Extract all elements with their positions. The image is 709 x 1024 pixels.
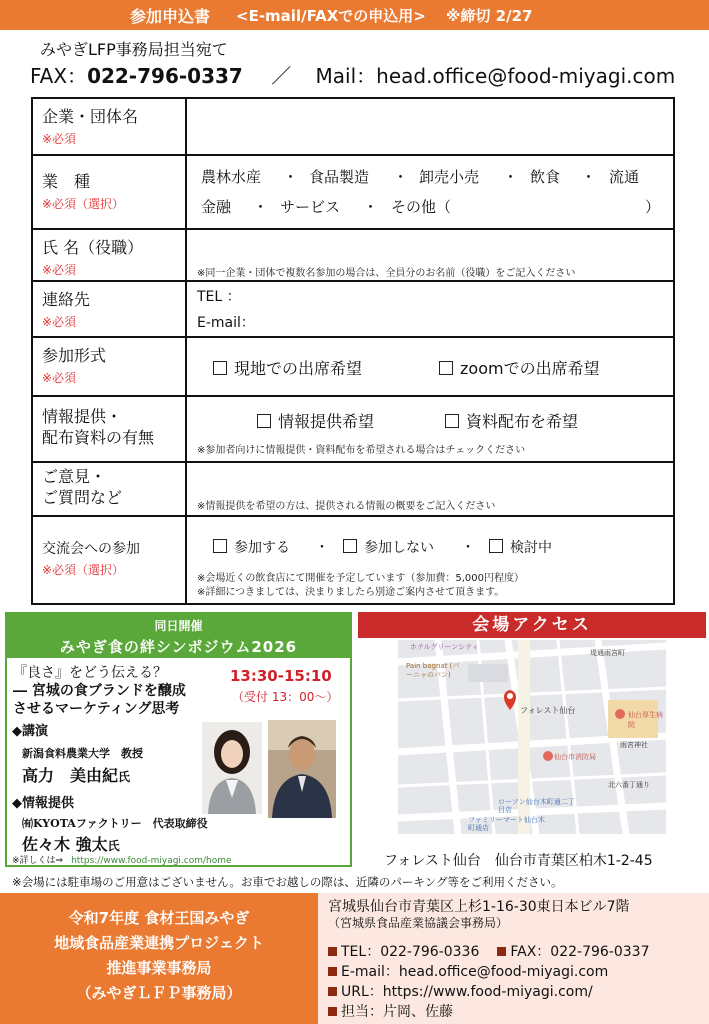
label-cell-info (32, 396, 186, 462)
venue-map[interactable] (398, 640, 666, 834)
org-line-4: （みやぎＬＦＰ事務局） (76, 984, 242, 1002)
checkbox[interactable] (257, 414, 271, 428)
industry-required: ※必須（選択） (42, 197, 125, 211)
access-header: 会場アクセス (358, 612, 706, 638)
info-materials-label: 資料配布を希望 (466, 412, 579, 431)
theme-line-3: させるマーケティング思考 (13, 701, 180, 717)
row-format (32, 337, 674, 396)
option-food-manufacturing[interactable]: 食品製造 (309, 168, 370, 186)
office-staff-text: 担当：片岡、佐藤 (341, 1004, 453, 1020)
woman-portrait-image (202, 722, 262, 814)
name-note: ※同一企業・団体で複数名参加の場合は、全員分のお名前（役職）をご記入ください (197, 268, 576, 279)
office-phone (328, 941, 650, 961)
info-provide[interactable] (257, 409, 374, 432)
checkbox[interactable] (489, 539, 503, 553)
checkbox[interactable] (445, 414, 459, 428)
address-to: みやぎLFP事務局担当宛て (40, 40, 228, 59)
option-service[interactable]: サービス (280, 198, 341, 216)
map-label: ホテルグリーンシティ (410, 643, 479, 651)
office-email[interactable] (328, 961, 608, 981)
company-input[interactable] (186, 98, 674, 155)
exchange-options (186, 516, 674, 604)
option-finance[interactable]: 金融 (201, 198, 232, 216)
info-note: ※参加者向けに情報提供・資料配布を希望される場合はチェックください (197, 445, 526, 456)
mail-label: Mail： (315, 64, 377, 88)
dot: ・ (253, 198, 269, 216)
dot: ・ (363, 198, 379, 216)
opinion-label-2: ご質問など (42, 488, 123, 507)
info-provision-label: ◆情報提供 (12, 796, 74, 811)
contact-input[interactable] (186, 281, 674, 337)
exchange-label: 交流会への参加 (42, 541, 140, 557)
format-label: 参加形式 (42, 346, 107, 365)
company-label: 企業・団体名 (42, 107, 139, 126)
label-cell-name (32, 229, 186, 281)
option-wholesale-retail[interactable]: 卸売小売 (419, 168, 480, 186)
provider (22, 832, 120, 855)
row-exchange (32, 516, 674, 604)
row-opinion (32, 462, 674, 516)
map-label: 堤通雨宮町 (590, 649, 625, 657)
name-input[interactable] (186, 229, 674, 281)
info-provide-label: 情報提供希望 (278, 412, 375, 431)
contact-label: 連絡先 (42, 290, 91, 309)
email-label: E-mail： (197, 315, 255, 331)
exchange-attend-label: 参加する (234, 540, 290, 556)
application-form (31, 97, 675, 605)
label-cell-contact (32, 281, 186, 337)
symposium-same-day: 同日開催 (154, 619, 203, 633)
format-options (186, 337, 674, 396)
map-label: 雨宮神社 (620, 741, 648, 749)
dot: ・ (315, 540, 329, 556)
provider-photo (268, 720, 336, 818)
org-line-1: 令和7年度 食材王国みやぎ (68, 909, 250, 927)
symposium-details (12, 853, 232, 866)
parking-note: ※会場には駐車場のご用意はございません。お車でお越しの際は、近隣のパーキング等をご利用ください。 (12, 875, 563, 889)
opinion-note: ※情報提供を希望の方は、提供される情報の概要をご記入ください (197, 501, 496, 512)
map-label: 仙台市消防局 (554, 753, 596, 761)
lecture-label: ◆講演 (12, 724, 48, 739)
dot: ・ (283, 168, 299, 186)
map-label: ファミリーマート仙台木町通店 (468, 816, 545, 832)
label-cell-format (32, 337, 186, 396)
lecturer-name: 高力 美由紀 (22, 766, 119, 785)
company-required: ※必須 (42, 132, 77, 146)
format-required: ※必須 (42, 371, 77, 385)
office-url-text: URL：https://www.food-miyagi.com/ (341, 984, 593, 1000)
exchange-decline-label: 参加しない (364, 540, 434, 556)
contact-required: ※必須 (42, 315, 77, 329)
honorific: 氏 (107, 839, 120, 853)
label-cell-company (32, 98, 186, 155)
symposium-header (7, 614, 350, 658)
mail-address[interactable]: head.office@food-miyagi.com (376, 64, 676, 88)
lecturer (22, 763, 130, 786)
option-agriculture[interactable]: 農林水産 (201, 168, 262, 186)
venue-address: フォレスト仙台 仙台市青葉区柏木1-2-45 (384, 853, 653, 869)
separator: ／ (271, 64, 292, 88)
bullet-icon (497, 947, 506, 956)
form-title: 参加申込書 (130, 6, 211, 26)
dot: ・ (581, 168, 597, 186)
exchange-attend[interactable] (213, 537, 290, 557)
option-distribution[interactable]: 流通 (609, 168, 640, 186)
symposium-title: みやぎ食の絆シンポジウム2026 (59, 638, 298, 656)
bullet-icon (328, 987, 337, 996)
exchange-considering-label: 検討中 (510, 540, 552, 556)
opinion-input[interactable] (186, 462, 674, 516)
option-restaurant[interactable]: 飲食 (530, 168, 561, 186)
exchange-required: ※必須（選択） (42, 563, 125, 577)
checkbox[interactable] (213, 539, 227, 553)
theme-line-1: 『良さ』をどう伝える？ (13, 665, 167, 681)
office-email-text: E-mail：head.office@food-miyagi.com (341, 964, 609, 980)
office-address-sub: （宮城県食品産業協議会事務局） (328, 916, 509, 930)
honorific: 氏 (118, 770, 131, 784)
label-cell-industry (32, 155, 186, 229)
label-cell-opinion (32, 462, 186, 516)
org-line-3: 推進事業事務局 (106, 959, 212, 977)
format-zoom[interactable] (439, 356, 600, 379)
office-tel: TEL：022-796-0336 (341, 944, 480, 960)
exchange-decline[interactable] (343, 537, 434, 557)
other-close-paren: ） (645, 198, 661, 216)
opinion-label-1: ご意見・ (42, 467, 107, 486)
exchange-considering[interactable] (489, 537, 552, 557)
info-options (186, 396, 674, 462)
bullet-icon (328, 947, 337, 956)
row-name (32, 229, 674, 281)
map-venue-label: フォレスト仙台 (520, 706, 576, 715)
symposium-theme (13, 664, 186, 718)
provider-org: ㈲KYOTAファクトリー 代表取締役 (22, 817, 208, 830)
lecturer-photo (202, 722, 262, 814)
exchange-note-1: ※会場近くの飲食店にて開催を予定しています（参加費：5,000円程度） (197, 573, 525, 584)
format-onsite-label: 現地での出席希望 (234, 359, 363, 378)
org-line-2: 地域食品産業連携プロジェクト (54, 934, 264, 952)
checkbox[interactable] (213, 361, 227, 375)
row-company (32, 98, 674, 155)
row-contact (32, 281, 674, 337)
office-url[interactable] (328, 981, 593, 1001)
fax-label: FAX： (30, 64, 88, 88)
map-label: 北六番丁通り (608, 781, 650, 789)
symposium-time: 13:30-15:10 (230, 667, 332, 685)
bullet-icon (328, 1007, 337, 1016)
details-prefix: ※詳しくは⇒ (12, 856, 64, 866)
theme-line-2: ― 宮城の食ブランドを醸成 (13, 683, 186, 699)
form-subtitle: <E-mail/FAXでの申込用> (236, 6, 426, 25)
checkbox[interactable] (343, 539, 357, 553)
exchange-note-2: ※詳細につきましては、決まりましたら別途ご案内させて頂きます。 (197, 587, 505, 598)
industry-options (186, 155, 674, 229)
fax-number: 022-796-0337 (87, 64, 243, 88)
man-portrait-image (268, 720, 336, 818)
dot: ・ (461, 540, 475, 556)
office-staff (328, 1001, 453, 1021)
form-header-bar (0, 0, 709, 30)
bullet-icon (328, 967, 337, 976)
row-industry (32, 155, 674, 229)
name-required: ※必須 (42, 263, 77, 277)
dot: ・ (503, 168, 519, 186)
provider-name: 佐々木 強太 (22, 835, 108, 854)
office-address: 宮城県仙台市青葉区上杉1-16-30東日本ビル7階 (328, 899, 630, 915)
label-cell-exchange (32, 516, 186, 604)
deadline: ※締切 2/27 (445, 6, 533, 25)
format-zoom-label: zoomでの出席希望 (460, 359, 600, 378)
format-onsite[interactable] (213, 356, 362, 379)
symposium-reception: （受付 13：00～） (232, 690, 339, 704)
option-other[interactable]: その他（ (391, 198, 452, 216)
name-label: 氏 名（役職） (42, 238, 144, 257)
map-label: ローソン仙台木町通二丁目店 (498, 798, 575, 814)
info-materials[interactable] (445, 409, 578, 432)
map-label: Pain bagnat (パーニャのパン) (406, 662, 460, 679)
info-label-1: 情報提供・ (42, 407, 123, 426)
organizer-box (0, 893, 318, 1024)
dot: ・ (393, 168, 409, 186)
checkbox[interactable] (439, 361, 453, 375)
contact-line (30, 60, 675, 89)
office-fax: FAX：022-796-0337 (510, 944, 650, 960)
contact-info-box (318, 893, 709, 1024)
info-label-2: 配布資料の有無 (42, 428, 155, 447)
row-info (32, 396, 674, 462)
industry-label: 業 種 (42, 172, 91, 191)
tel-label: TEL ： (197, 289, 241, 305)
lecturer-org: 新潟食料農業大学 教授 (22, 747, 143, 760)
map-label: 仙台厚生病院 (628, 711, 663, 729)
details-link[interactable]: https://www.food-miyagi.com/home (71, 856, 232, 866)
